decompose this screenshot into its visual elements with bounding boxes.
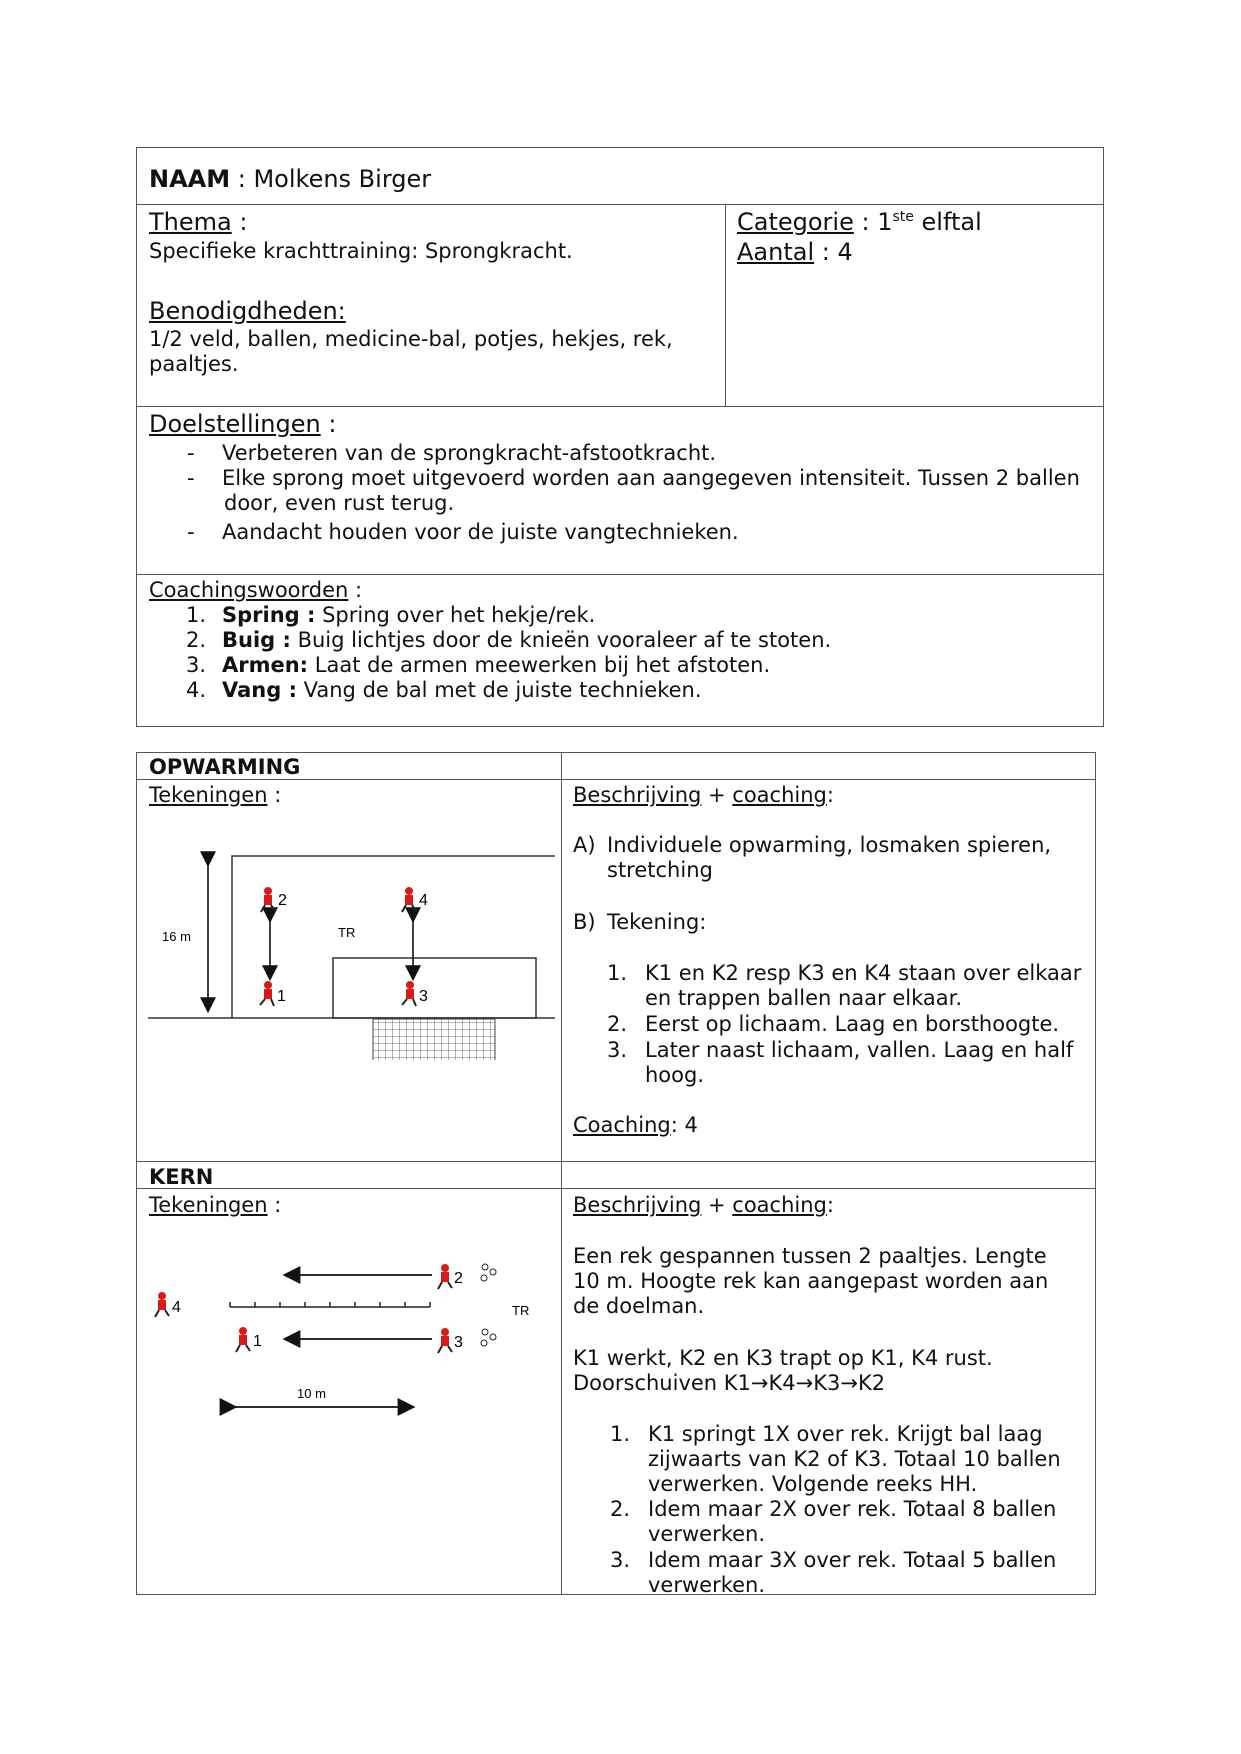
divider	[136, 1161, 1096, 1162]
categorie-sep: : 1	[853, 208, 893, 236]
coaching-link-label: coaching	[732, 1193, 827, 1217]
divider	[136, 406, 1104, 407]
naam-value: Molkens Birger	[253, 165, 432, 193]
categorie-sup: ste	[892, 209, 914, 225]
doel-item-3: Aandacht houden voor de juiste vangtechnieken.	[222, 520, 739, 544]
benodigdheden-line2: paaltjes.	[149, 352, 239, 376]
opwarming-a-line2: stretching	[607, 858, 713, 882]
kern-para2-line2: Doorschuiven K1→K4→K3→K2	[573, 1371, 886, 1395]
player-label: 4	[172, 1299, 181, 1316]
doelstellingen-heading	[149, 410, 336, 438]
opwarming-step-2: Eerst op lichaam. Laag en borsthoogte.	[645, 1012, 1060, 1036]
divider	[725, 204, 726, 406]
coaching-item-text: Laat de armen meewerken bij het afstoten.	[308, 653, 771, 677]
opwarming-tekeningen	[149, 783, 281, 807]
kern-step-3-line1: Idem maar 3X over rek. Totaal 5 ballen	[648, 1548, 1057, 1572]
player-4	[402, 887, 428, 912]
opwarming-title	[149, 755, 300, 779]
kern-diagram	[140, 1250, 560, 1420]
doel-item-1: Verbeteren van de sprongkracht-afstootkracht.	[222, 441, 717, 465]
coaching-num: 2.	[185, 628, 206, 652]
opwarming-a-label: A)	[573, 833, 596, 857]
aantal-value: : 4	[814, 238, 853, 266]
player-label: 2	[454, 1270, 463, 1287]
opwarming-b-label: B)	[573, 910, 596, 934]
categorie-value: elftal	[913, 208, 982, 236]
doel-item-2: Elke sprong moet uitgevoerd worden aan aangegeven intensiteit. Tussen 2 ballen	[222, 466, 1080, 490]
coaching-item-2	[222, 628, 831, 652]
player-3	[438, 1328, 463, 1353]
player-1	[260, 981, 286, 1006]
step-num: 3.	[609, 1548, 630, 1572]
tr-label: TR	[512, 1303, 530, 1318]
doelstellingen-sep: :	[320, 410, 337, 438]
categorie-row	[737, 208, 982, 236]
kern-beschrijving	[573, 1193, 834, 1217]
kern-step-1-line2: zijwaarts van K2 of K3. Totaal 10 ballen	[648, 1447, 1061, 1471]
doel-dash: -	[187, 441, 195, 465]
opwarming-step-3: Later naast lichaam, vallen. Laag en half	[645, 1038, 1074, 1062]
kern-para2-line1: K1 werkt, K2 en K3 trapt op K1, K4 rust.	[573, 1346, 993, 1370]
penalty-box	[333, 958, 536, 1018]
categorie-label: Categorie	[737, 208, 854, 236]
kern-step-3-line2: verwerken.	[648, 1573, 766, 1597]
divider	[136, 204, 1104, 205]
tekeningen-sep: :	[267, 783, 282, 807]
kern-step-2-line2: verwerken.	[648, 1522, 766, 1546]
step-num: 1.	[609, 1422, 630, 1446]
coaching-item-3	[222, 653, 770, 677]
ball-icon	[481, 1264, 496, 1281]
coaching-item-1	[222, 603, 595, 627]
coaching-item-text: Spring over het hekje/rek.	[315, 603, 596, 627]
step-num: 2.	[606, 1012, 627, 1036]
thema-heading	[149, 208, 247, 236]
opwarming-beschrijving	[573, 783, 834, 807]
opwarming-step-1: K1 en K2 resp K3 en K4 staan over elkaar	[645, 961, 1082, 985]
beschrijving-label: Beschrijving	[573, 1193, 702, 1217]
kern-title-text: KERN	[149, 1165, 214, 1189]
thema-value: Specifieke krachttraining: Sprongkracht.	[149, 239, 573, 263]
colon: :	[826, 1193, 834, 1217]
benodigdheden-line1: 1/2 veld, ballen, medicine-bal, potjes, hekjes, rek,	[149, 327, 673, 351]
coaching-item-bold: Vang :	[222, 678, 297, 702]
coaching-item-bold: Buig :	[222, 628, 291, 652]
kern-step-1-line3: verwerken. Volgende reeks HH.	[648, 1472, 978, 1496]
kern-tekeningen	[149, 1193, 281, 1217]
player-3	[402, 981, 428, 1006]
doel-dash: -	[187, 466, 195, 490]
coaching-sep: :	[348, 578, 363, 602]
player-1	[236, 1327, 262, 1352]
naam-label: NAAM	[149, 165, 231, 193]
coaching-num: 3.	[185, 653, 206, 677]
coaching-item-bold: Armen:	[222, 653, 309, 677]
coaching-link-label: coaching	[732, 783, 827, 807]
coaching-item-text: Buig lichtjes door de knieën vooraleer af te stoten.	[290, 628, 832, 652]
kern-para1-line2: 10 m. Hoogte rek kan aangepast worden aan	[573, 1269, 1049, 1293]
step-num: 2.	[609, 1497, 630, 1521]
kern-step-2-line1: Idem maar 2X over rek. Totaal 8 ballen	[648, 1497, 1057, 1521]
aantal-label: Aantal	[737, 238, 815, 266]
divider	[136, 1188, 1096, 1189]
step-num: 3.	[606, 1038, 627, 1062]
ball-icon	[481, 1329, 496, 1346]
player-4	[155, 1292, 181, 1317]
coaching-heading	[149, 578, 362, 602]
doelstellingen-label: Doelstellingen	[149, 410, 321, 438]
player-label: 1	[253, 1333, 262, 1350]
doel-item-2-cont: door, even rust terug.	[224, 491, 455, 515]
player-label: 1	[277, 988, 286, 1005]
doel-dash: -	[187, 520, 195, 544]
coaching-footer-value: : 4	[670, 1113, 698, 1137]
colon: :	[826, 783, 834, 807]
coaching-num: 4.	[185, 678, 206, 702]
coaching-label: Coachingswoorden	[149, 578, 349, 602]
opwarming-step-3-cont: hoog.	[645, 1063, 705, 1087]
kern-para1-line3: de doelman.	[573, 1294, 705, 1318]
tekeningen-label: Tekeningen	[149, 1193, 268, 1217]
opwarming-diagram	[140, 840, 560, 1060]
opwarming-step-1-cont: en trappen ballen naar elkaar.	[645, 986, 962, 1010]
player-2	[438, 1264, 463, 1289]
aantal-row	[737, 238, 853, 266]
opwarming-a-line1: Individuele opwarming, losmaken spieren,	[607, 833, 1052, 857]
player-2	[261, 887, 287, 912]
goal-net	[373, 1019, 495, 1060]
step-num: 1.	[606, 961, 627, 985]
plus-sign: +	[701, 783, 733, 807]
kern-para1-line1: Een rek gespannen tussen 2 paaltjes. Lengte	[573, 1244, 1047, 1268]
player-label: 3	[419, 988, 428, 1005]
divider	[136, 574, 1104, 575]
divider	[561, 752, 562, 1595]
opwarming-coaching-footer	[573, 1113, 698, 1137]
tr-label: TR	[338, 925, 356, 940]
thema-label: Thema	[149, 208, 232, 236]
plus-sign: +	[701, 1193, 733, 1217]
rek	[230, 1302, 430, 1307]
coaching-footer-label: Coaching	[573, 1113, 671, 1137]
naam-row	[149, 165, 431, 193]
benodigdheden-label: Benodigdheden:	[149, 297, 346, 325]
thema-sep: :	[231, 208, 248, 236]
naam-sep: :	[230, 165, 254, 193]
tekeningen-label: Tekeningen	[149, 783, 268, 807]
coaching-item-bold: Spring :	[222, 603, 316, 627]
player-label: 2	[278, 892, 287, 909]
coaching-item-4	[222, 678, 702, 702]
tekeningen-sep: :	[267, 1193, 282, 1217]
player-label: 3	[454, 1334, 463, 1351]
opwarming-b-text: Tekening:	[607, 910, 707, 934]
opwarming-title-text: OPWARMING	[149, 755, 301, 779]
coaching-item-text: Vang de bal met de juiste technieken.	[296, 678, 702, 702]
coaching-num: 1.	[185, 603, 206, 627]
kern-title	[149, 1165, 213, 1189]
player-label: 4	[419, 892, 428, 909]
divider	[136, 779, 1096, 780]
beschrijving-label: Beschrijving	[573, 783, 702, 807]
distance-label: 16 m	[162, 929, 191, 944]
kern-step-1-line1: K1 springt 1X over rek. Krijgt bal laag	[648, 1422, 1043, 1446]
distance-label: 10 m	[297, 1386, 326, 1401]
